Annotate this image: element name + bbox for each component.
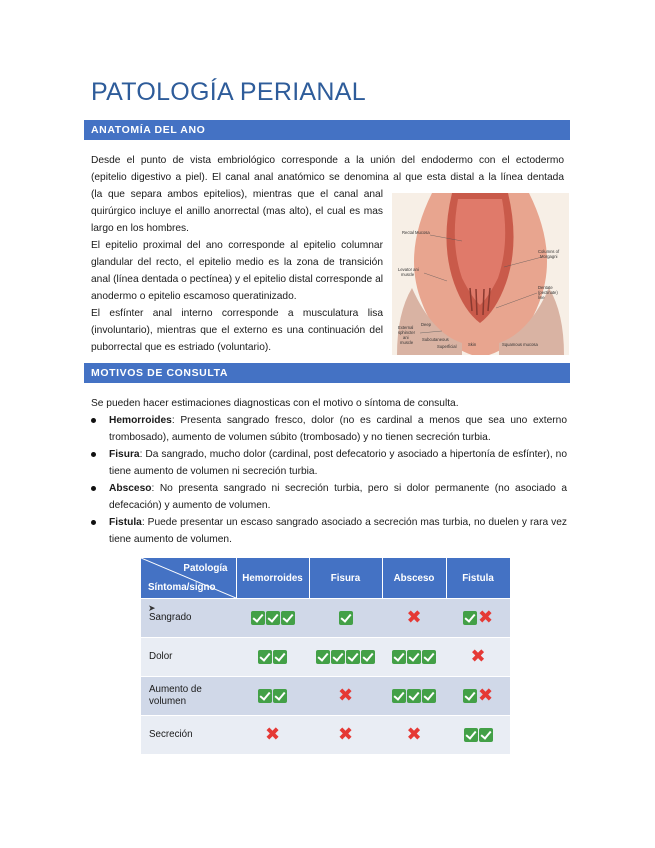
table-cell (309, 599, 382, 638)
check-icon (281, 611, 295, 625)
cross-icon: ✖ (337, 685, 354, 706)
figure-label-columns-1: Columns of (538, 249, 560, 254)
row-label: Sangrado (141, 599, 236, 638)
anatomy-paragraph-b: El epitelio proximal del ano corresponde al epitelio columnar glandular del recto, el epitelio medio es la zona de transición anal (línea dentada o pectínea) y el epitelio distal corresponde al anodermo o epitelio escamoso queratinizado. (91, 240, 383, 302)
table-cell (446, 677, 510, 716)
figure-label-squamous: Squamous mucosa (502, 342, 538, 347)
check-icon (316, 650, 330, 664)
reason-text: : Da sangrado, mucho dolor (cardinal, post defecatorio y asociado a hipertonía de esfínter), no tiene aumento de volumen ni secreción turbia. (109, 449, 567, 477)
cross-icon: ✖ (477, 685, 494, 706)
cross-icon: ✖ (337, 724, 354, 745)
table-cell (236, 638, 309, 677)
column-header: Hemorroides (236, 558, 309, 599)
table-cell (382, 638, 446, 677)
table-cell (309, 677, 382, 716)
anal-canal-anatomy-illustration (392, 193, 569, 355)
cross-icon: ✖ (470, 646, 486, 667)
table-header-row (141, 558, 510, 599)
cross-icon: ✖ (406, 607, 422, 628)
check-icon (392, 650, 406, 664)
check-icon (392, 689, 406, 703)
check-icon (479, 728, 493, 742)
check-icon (266, 611, 280, 625)
check-icon (339, 611, 353, 625)
figure-label-external-4: muscle (400, 340, 414, 345)
bullet-icon (91, 418, 96, 423)
table-row (141, 599, 510, 638)
anatomy-line-1: Desde el punto de vista embriológico corresponde a la unión del endodermo con el ectodermo (91, 155, 564, 166)
reasons-list (91, 412, 567, 548)
check-icon (258, 650, 272, 664)
page-title: PATOLOGÍA PERIANAL (91, 78, 366, 106)
table-cell (382, 716, 446, 755)
table-cell (236, 599, 309, 638)
check-icon (422, 650, 436, 664)
check-icon (346, 650, 360, 664)
table-row (141, 716, 510, 755)
figure-label-levator-2: muscle (401, 272, 415, 277)
figure-label-superficial: Superficial (437, 344, 457, 349)
reasons-intro: Se pueden hacer estimaciones diagnosticas con el motivo o síntoma de consulta. (91, 398, 459, 409)
figure-label-rectal-mucosa: Rectal Mucosa (402, 230, 430, 235)
column-header: Absceso (382, 558, 446, 599)
list-item (91, 514, 567, 548)
figure-label-deep: Deep (421, 322, 432, 327)
table-cell (236, 677, 309, 716)
anatomy-line-2: (epitelio digestivo a piel). El canal anal anatómico se denomina al que esta distal a la línea dentada (91, 172, 564, 183)
table-cell (382, 677, 446, 716)
corner-label-symptom: Síntoma/signo (148, 582, 216, 593)
figure-label-external-2: sphincter (398, 330, 415, 335)
table-corner-cell (141, 558, 236, 599)
check-icon (463, 689, 477, 703)
figure-label-subcutaneous: Subcutaneous (422, 337, 449, 342)
row-label: Dolor (141, 638, 236, 677)
reason-term: Hemorroides (109, 415, 172, 426)
table-cell (446, 638, 510, 677)
figure-label-external-3: ani (403, 335, 409, 340)
anatomy-paragraph-c: El esfínter anal interno corresponde a musculatura lisa (involuntario), mientras que el externo es una continuación del puborrectal que es estriado (voluntario). (91, 308, 383, 353)
row-label: Secreción (141, 716, 236, 755)
check-icon (464, 728, 478, 742)
table-cell (309, 716, 382, 755)
check-icon (258, 689, 272, 703)
list-item (91, 480, 567, 514)
figure-label-dentate-1: Dentate (538, 285, 553, 290)
figure-label-dentate-3: line (538, 295, 545, 300)
check-icon (407, 689, 421, 703)
figure-label-columns-2: Morgagni (540, 254, 558, 259)
figure-label-dentate-2: (pectinate) (538, 290, 558, 295)
table-row (141, 638, 510, 677)
figure-label-external-1: External (398, 325, 414, 330)
table-cell (446, 599, 510, 638)
reason-text: : Puede presentar un escaso sangrado asociado a secreción mas turbia, no duelen y rara vez tiene aumento de volumen. (109, 517, 567, 545)
corner-label-pathology: Patología (183, 563, 228, 574)
check-icon (463, 611, 477, 625)
check-icon (407, 650, 421, 664)
reason-term: Absceso (109, 483, 152, 494)
mouse-pointer-icon: ➤ (148, 603, 156, 613)
check-icon (251, 611, 265, 625)
cross-icon: ✖ (406, 724, 422, 745)
table-cell (382, 599, 446, 638)
section-header-motivos: MOTIVOS DE CONSULTA (84, 363, 570, 383)
bullet-icon (91, 520, 96, 525)
bullet-icon (91, 452, 96, 457)
reason-term: Fisura (109, 449, 140, 460)
table-cell (309, 638, 382, 677)
list-item (91, 446, 567, 480)
figure-label-skin: Skin (468, 342, 477, 347)
column-header: Fisura (309, 558, 382, 599)
check-icon (273, 650, 287, 664)
list-item (91, 412, 567, 446)
reason-text: : Presenta sangrado fresco, dolor (no es cardinal a menos que sea uno externo trombosado), aumento de volumen súbito (trombosado) y no tienen secreción turbia. (109, 415, 567, 443)
symptom-pathology-table (141, 558, 511, 754)
cross-icon: ✖ (477, 607, 494, 628)
column-header: Fistula (446, 558, 510, 599)
table-row (141, 677, 510, 716)
check-icon (422, 689, 436, 703)
row-label: Aumento de volumen (141, 677, 236, 716)
cross-icon: ✖ (264, 724, 281, 745)
bullet-icon (91, 486, 96, 491)
section-header-anatomia: ANATOMÍA DEL ANO (84, 120, 570, 140)
reason-term: Fistula (109, 517, 142, 528)
anatomy-paragraph-a: (la que separa ambos epitelios), mientras que el canal anal quirúrgico incluye el anillo anorrectal (mas alto), el cual es mas largo en los hombres. (91, 189, 383, 234)
table-cell (236, 716, 309, 755)
check-icon (331, 650, 345, 664)
table-cell (446, 716, 510, 755)
reason-text: : No presenta sangrado ni secreción turbia, pero si dolor permanente (no asociado a defecación) y aumento de volumen. (109, 483, 567, 511)
figure-label-levator-1: Levator ani (398, 267, 419, 272)
check-icon (273, 689, 287, 703)
check-icon (361, 650, 375, 664)
